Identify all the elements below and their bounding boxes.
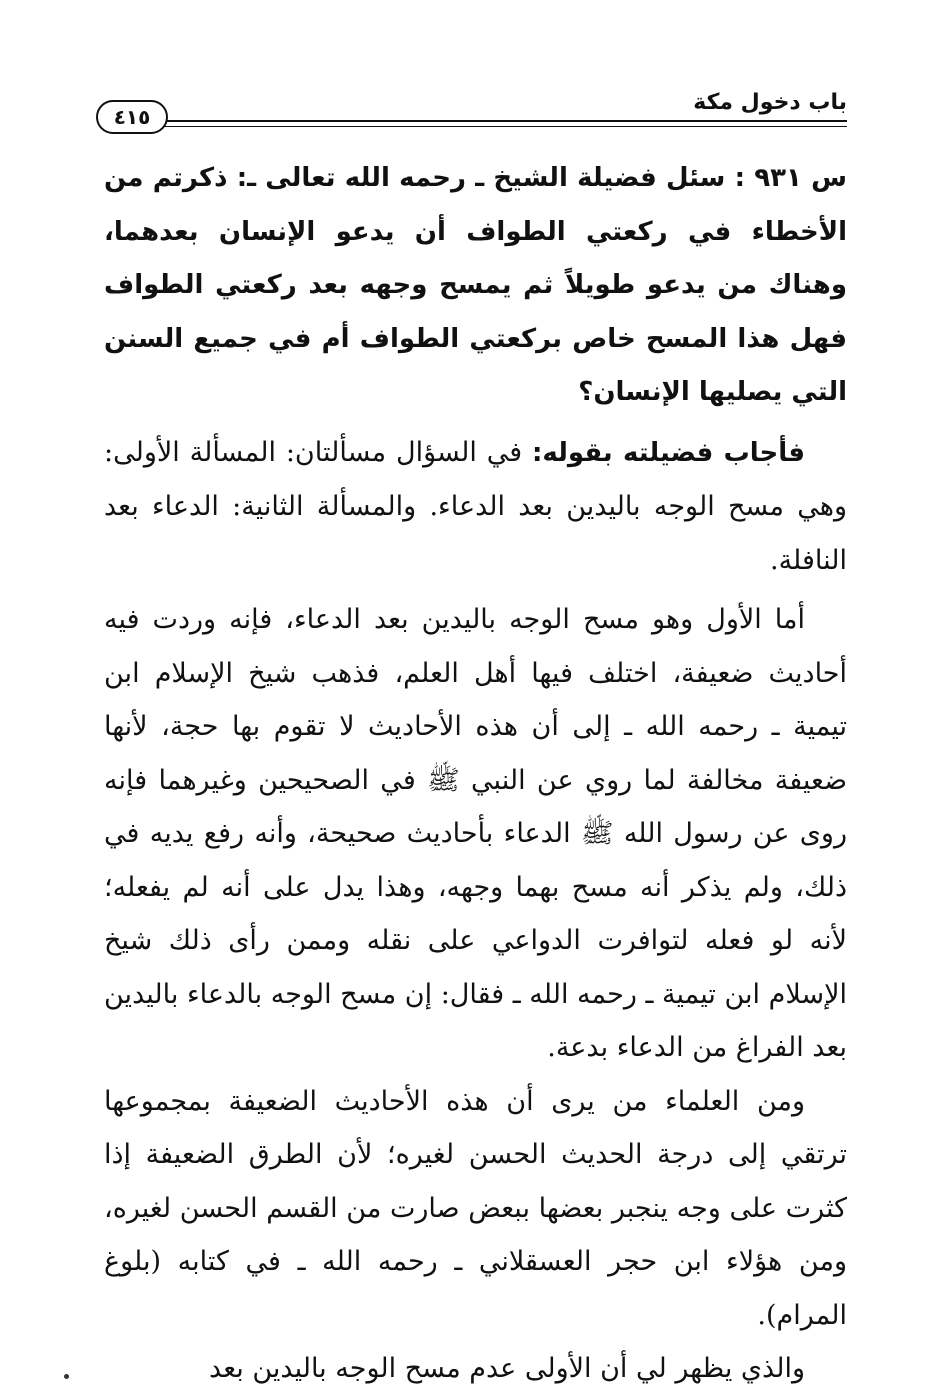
answer-paragraph-first: أما الأول وهو مسح الوجه باليدين بعد الدعاء، فإنه وردت فيه أحاديث ضعيفة، اختلف فيها أهل العلم، فذهب شيخ الإسلام ابن تيمية ـ رحمه الله ـ إلى أن هذه الأحاديث لا تقوم بها حجة، لأنها ضعيفة مخالفة لما روي عن النبي ﷺ في الصحيحين وغيرهما فإنه روى عن رسول الله ﷺ الدعاء بأحاديث صحيحة، وأنه رفع يديه في ذلك، ولم يذكر أنه مسح بهما وجهه، وهذا يدل على أنه لم يفعله؛ لأنه لو فعله لتوافرت الدواعي على نقله وممن رأى ذلك شيخ الإسلام ابن تيمية ـ رحمه الله ـ فقال: إن مسح الوجه بالدعاء باليدين بعد الفراغ من الدعاء بدعة. [104, 604, 847, 1063]
answer-paragraph-second: ومن العلماء من يرى أن هذه الأحاديث الضعيفة بمجموعها ترتقي إلى درجة الحديث الحسن لغيره؛ لأن الطرق الضعيفة إذا كثرت على وجه ينجبر بعضها ببعض صارت من القسم الحسن لغيره، ومن هؤلاء ابن حجر العسقلاني ـ رحمه الله ـ في كتابه (بلوغ المرام). [104, 1085, 847, 1331]
page-number: ٤١٥ [96, 100, 168, 134]
question-paragraph: س ٩٣١ : سئل فضيلة الشيخ ـ رحمه الله تعالى ـ: ذكرتم من الأخطاء في ركعتي الطواف أن يدعو الإنسان بعدهما، وهناك من يدعو طويلاً ثم يمسح وجهه بعد ركعتي الطواف فهل هذا المسح خاص بركعتي الطواف أم في جميع السنن التي يصليها الإنسان؟ [104, 163, 847, 407]
header-rule [158, 120, 847, 127]
page-content [104, 152, 847, 1396]
page-header [96, 82, 847, 132]
scan-dot [64, 1374, 69, 1379]
answer-intro-text: في السؤال مسألتان: المسألة الأولى: وهي مسح الوجه باليدين بعد الدعاء. والمسألة الثانية: الدعاء بعد النافلة. [104, 436, 847, 576]
answer-intro-paragraph [104, 426, 847, 588]
answer-paragraph-third: والذي يظهر لي أن الأولى عدم مسح الوجه باليدين بعد [209, 1353, 805, 1384]
chapter-title: باب دخول مكة [693, 90, 847, 115]
answer-lead: فأجاب فضيلته بقوله: [531, 437, 805, 468]
